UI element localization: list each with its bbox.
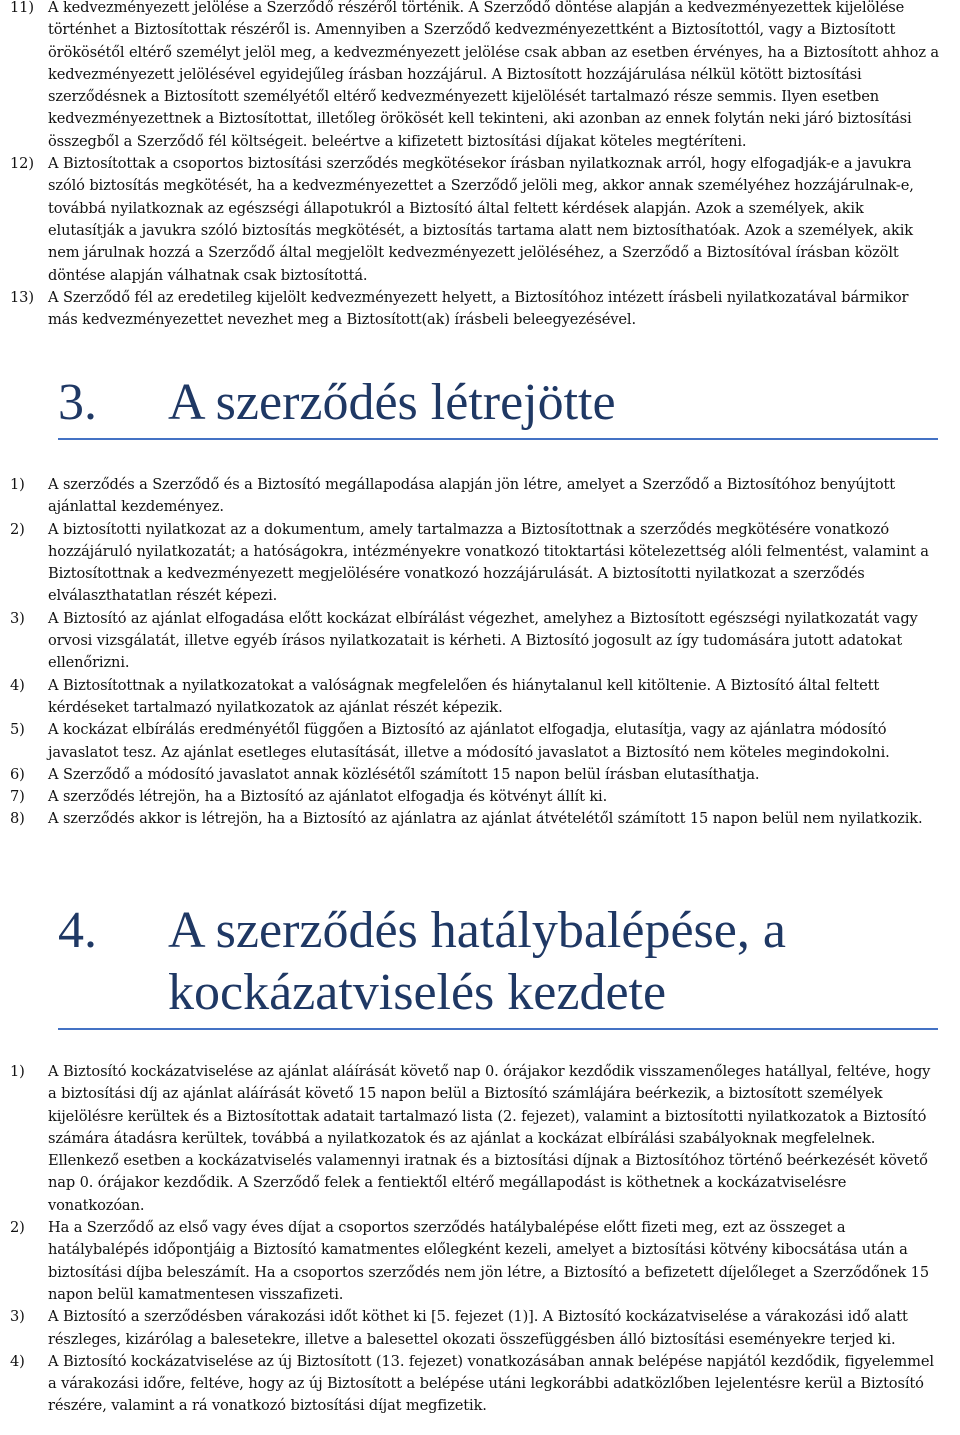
item-text: A Biztosító kockázatviselése az új Biztosított (13. fejezet) vonatkozásában annak belépése napjától kezdődik, figyelemmel a várakozási időre, feltéve, hogy az új Biztosított a belépése utáni legkorábbi adatközlőben lejelentésre kerül a Biztosító részére, valamint a rá vonatkozó biztosítási díjat megfizetik. [48,1352,934,1415]
item-text: A Biztosító az ajánlat elfogadása előtt kockázat elbírálást végezhet, amelyhez a Biztosított egészségi nyilatkozatát vagy orvosi vizsgálatát, illetve egyéb írásos nyilatkozatait is kérheti. A Biztosító jogosult az így tudomására jutott adatokat ellenőrizni. [48,609,918,672]
heading-underline [58,438,938,440]
list-item [0,1306,950,1351]
list-item [0,1061,950,1217]
item-number: 1) [10,476,25,493]
list-item [0,608,950,675]
item-text: A Szerződő fél az eredetileg kijelölt kedvezményezett helyett, a Biztosítóhoz intézett írásbeli nyilatkozatával bármikor más kedvezményezettet nevezhet meg a Biztosított(ak) írásbeli beleegyezésével. [48,288,909,329]
item-text: A Biztosítottak a csoportos biztosítási szerződés megkötésekor írásban nyilatkoznak arról, hogy elfogadják-e a javukra szóló biztosítás megkötését, ha a kedvezményezettet a Szerződő jelöli meg, akkor annak személyéhez hozzájárulnak-e, továbbá nyilatkoznak az egészségi állapotukról a Biztosító által feltett kérdések alapján. Azok a személyek, akik elutasítják a javukra szóló biztosítás megkötését, a biztosítás tartama alatt nem biztosíthatóak. Azok a személyek, akik nem járulnak hozzá a Szerződő által megjelölt kedvezményezett jelöléséhez, a Szerződő a Biztosítóval írásban közölt döntése alapján válhatnak csak biztosítottá. [48,155,914,284]
list-item [0,519,950,608]
section-title: A szerződés létrejötte [168,374,616,431]
list-item [0,287,950,332]
list-beneficiary-rules [0,0,950,331]
section-number: 4. [58,902,97,959]
item-text: A Biztosítottnak a nyilatkozatokat a valóságnak megfelelően és hiánytalanul kell kitöltenie. A Biztosító által feltett kérdéseket tartalmazó nyilatkozatok az ajánlat részét képezik. [48,676,880,716]
list-item [0,786,950,808]
item-number: 13) [10,288,34,306]
item-number: 3) [10,1308,25,1326]
list-contract-formation [0,474,950,831]
section-number: 3. [58,374,97,431]
item-text: A Biztosító kockázatviselése az ajánlat aláírását követő nap 0. órájakor kezdődik visszamenőleges hatállyal, feltéve, hogy a biztosítási díj az ajánlat aláírását követő 15 napon belül a Biztosító számlájára beérkezik, a biztosított személyek kijelölésre kerültek és a Biztosítottak adatait tartalmazó lista (2. fejezet), valamint a biztosítotti nyilatkozatok a Biztosító számára átadásra kerültek, továbbá a nyilatkozatok és az ajánlat a kockázat elbírálási szabályoknak megfelelnek. Ellenkező esetben a kockázatviselés valamennyi iratnak és a biztosítási díjnak a Biztosítóhoz történő beérkezését követő nap 0. órájakor kezdődik. A Szerződő felek a fentiektől eltérő megállapodást is köthetnek a kockázatviselésre vonatkozóan. [48,1063,931,1214]
list-item [0,675,950,720]
item-number: 4) [10,676,25,694]
item-number: 6) [10,765,25,783]
item-number: 7) [10,788,25,806]
item-text: A biztosítotti nyilatkozat az a dokumentum, amely tartalmazza a Biztosítottnak a szerződés megkötésére vonatkozó hozzájáruló nyilatkozatát; a hatóságokra, intézményekre vonatkozó titoktartási kötelezettség alóli felmentést, valamint a Biztosítottnak a kedvezményezett megjelölésére vonatkozó hozzájárulását. A biztosítotti nyilatkozat a szerződés elválaszthatatlan részét képezi. [48,520,929,605]
list-item [0,719,950,764]
section-heading-3 [58,372,938,434]
item-text: A Biztosító a szerződésben várakozási időt köthet ki [5. fejezet (1)]. A Biztosító kockázatviselése a várakozási idő alatt részleges, kizárólag a balesetekre, illetve a balesettel okozati összefüggésben álló biztosítási eseményekre terjed ki. [48,1308,908,1348]
list-item [0,808,950,830]
item-number: 3) [10,609,25,627]
item-number: 4) [10,1352,25,1370]
item-number: 8) [10,810,25,828]
list-item [0,0,950,153]
section-title: A szerződés hatálybalépése, a kockázatviselés kezdete [168,902,786,1021]
item-number: 5) [10,721,25,739]
list-item [0,1217,950,1306]
list-item [0,1351,950,1418]
item-text: Ha a Szerződő az első vagy éves díjat a csoportos szerződés hatálybalépése előtt fizeti meg, ezt az összeget a hatálybalépés időpontjáig a Biztosító kamatmentes előlegként kezeli, amelyet a biztosítási kötvény kibocsátása után a biztosítási díjba beleszámít. Ha a csoportos szerződés nem jön létre, a Biztosító a befizetett díjelőleget a Szerződőnek 15 napon belül kamatmentesen visszafizeti. [48,1219,930,1303]
item-number: 2) [10,1219,25,1237]
item-number: 12) [10,155,34,173]
list-item [0,764,950,786]
item-text: A szerződés létrejön, ha a Biztosító az ajánlatot elfogadja és kötvényt állít ki. [48,788,608,806]
item-text: A szerződés a Szerződő és a Biztosító megállapodása alapján jön létre, amelyet a Szerződő a Biztosítóhoz benyújtott ajánlattal kezdeményez. [48,476,895,516]
item-text: A Szerződő a módosító javaslatot annak közlésétől számított 15 napon belül írásban elutasíthatja. [48,765,760,783]
heading-underline [58,1028,938,1030]
list-item [0,474,950,519]
item-text: A kockázat elbírálás eredményétől függően a Biztosító az ajánlatot elfogadja, elutasítja, vagy az ajánlatra módosító javaslatot tesz. Az ajánlat esetleges elutasítását, illetve a módosító javaslatot a Biztosító nem köteles megindokolni. [48,721,890,761]
item-number: 11) [10,0,34,16]
item-number: 1) [10,1063,25,1080]
item-number: 2) [10,520,25,538]
section-heading-4 [58,900,938,1024]
item-text: A kedvezményezett jelölése a Szerződő részéről történik. A Szerződő döntése alapján a kedvezményezettek kijelölése történhet a Biztosítottak részéről is. Amennyiben a Szerződő kedvezményezettként a Biztosítottól, vagy a Biztosított örökösétől eltérő személyt jelöl meg, a kedvezményezett jelölése csak abban az esetben érvényes, ha a Biztosított ahhoz a kedvezményezett jelölésével egyidejűleg írásban hozzájárul. A Biztosított hozzájárulása nélkül kötött biztosítási szerződésnek a Biztosított személyétől eltérő kedvezményezett kijelölését tartalmazó része semmis. Ilyen esetben kedvezményezettnek a Biztosítottat, illetőleg örökösét kell tekinteni, aki azonban az ennek folytán neki járó biztosítási összegből a Szerződő fél költségeit. beleértve a kifizetett biztosítási díjakat köteles megtéríteni. [48,0,940,150]
list-item [0,153,950,287]
list-coverage-start [0,1061,950,1418]
item-text: A szerződés akkor is létrejön, ha a Biztosító az ajánlatra az ajánlat átvételétől számított 15 napon belül nem nyilatkozik. [48,810,923,828]
